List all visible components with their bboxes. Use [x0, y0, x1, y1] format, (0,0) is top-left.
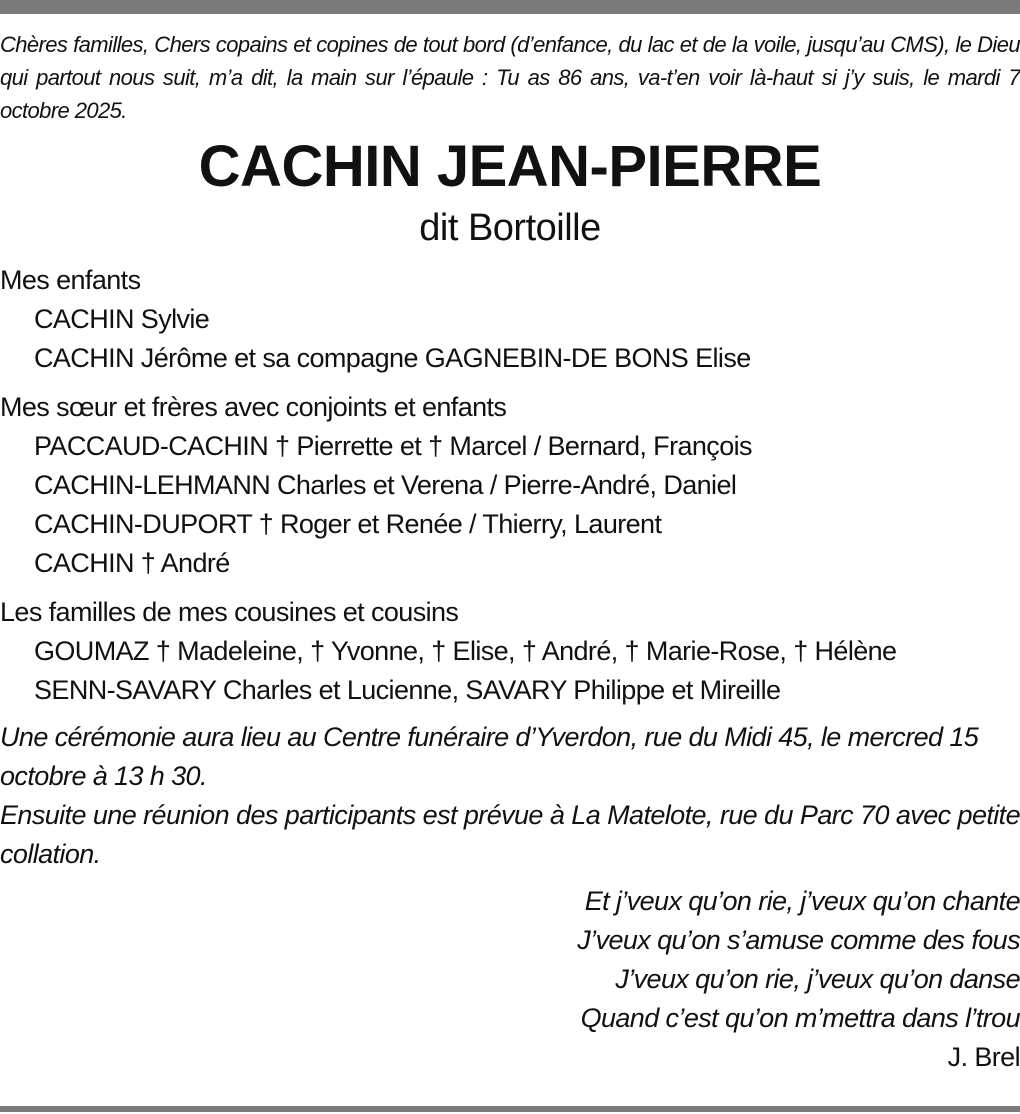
family-group-children — [0, 261, 1020, 378]
family-member: CACHIN-DUPORT † Roger et Renée / Thierry, Laurent — [34, 509, 662, 539]
intro-text: Chères familles, Chers copains et copines de tout bord (d’enfance, du lac et de la voile, jusqu’au CMS), le Dieu qui partout nous suit, m’a dit, la main sur l’épaule : Tu as 86 ans, va-t’en voir là-haut si j’y suis, le mardi 7 octobre 2025. — [0, 32, 1020, 123]
deceased-nickname: dit Bortoille — [419, 207, 601, 249]
poem-author: J. Brel — [947, 1042, 1020, 1072]
family-member: PACCAUD-CACHIN † Pierrette et † Marcel / Bernard, François — [34, 431, 752, 461]
group-title: Les familles de mes cousines et cousins — [0, 597, 459, 627]
family-member: CACHIN † André — [34, 548, 230, 578]
top-rule — [0, 0, 1020, 14]
family-member: GOUMAZ † Madeleine, † Yvonne, † Elise, † André, † Marie-Rose, † Hélène — [34, 636, 897, 666]
family-member: CACHIN Sylvie — [34, 304, 210, 334]
reunion-text: Ensuite une réunion des participants est prévue à La Matelote, rue du Parc 70 avec petite collation. — [0, 800, 1020, 869]
poem-quote — [0, 882, 1020, 1038]
group-title: Mes enfants — [0, 265, 141, 295]
poem-line: Et j’veux qu’on rie, j’veux qu’on chante — [584, 886, 1020, 916]
ceremony-text: Une cérémonie aura lieu au Centre funéraire d’Yverdon, rue du Midi 45, le mercred 15 octobre à 13 h 30. — [0, 722, 979, 791]
deceased-name: CACHIN JEAN-PIERRE — [198, 134, 822, 199]
obituary-notice — [0, 28, 1020, 1077]
family-member: CACHIN Jérôme et sa compagne GAGNEBIN-DE BONS Elise — [34, 343, 751, 373]
bottom-rule — [0, 1106, 1020, 1112]
family-group-cousins — [0, 593, 1020, 710]
family-member: CACHIN-LEHMANN Charles et Verena / Pierre-André, Daniel — [34, 470, 737, 500]
poem-line: J’veux qu’on s’amuse comme des fous — [577, 925, 1020, 955]
poem-line: J’veux qu’on rie, j’veux qu’on danse — [615, 964, 1020, 994]
group-title: Mes sœur et frères avec conjoints et enfants — [0, 392, 507, 422]
family-group-siblings — [0, 388, 1020, 583]
poem-line: Quand c’est qu’on m’mettra dans l’trou — [580, 1003, 1020, 1033]
family-member: SENN-SAVARY Charles et Lucienne, SAVARY Philippe et Mireille — [34, 675, 781, 705]
